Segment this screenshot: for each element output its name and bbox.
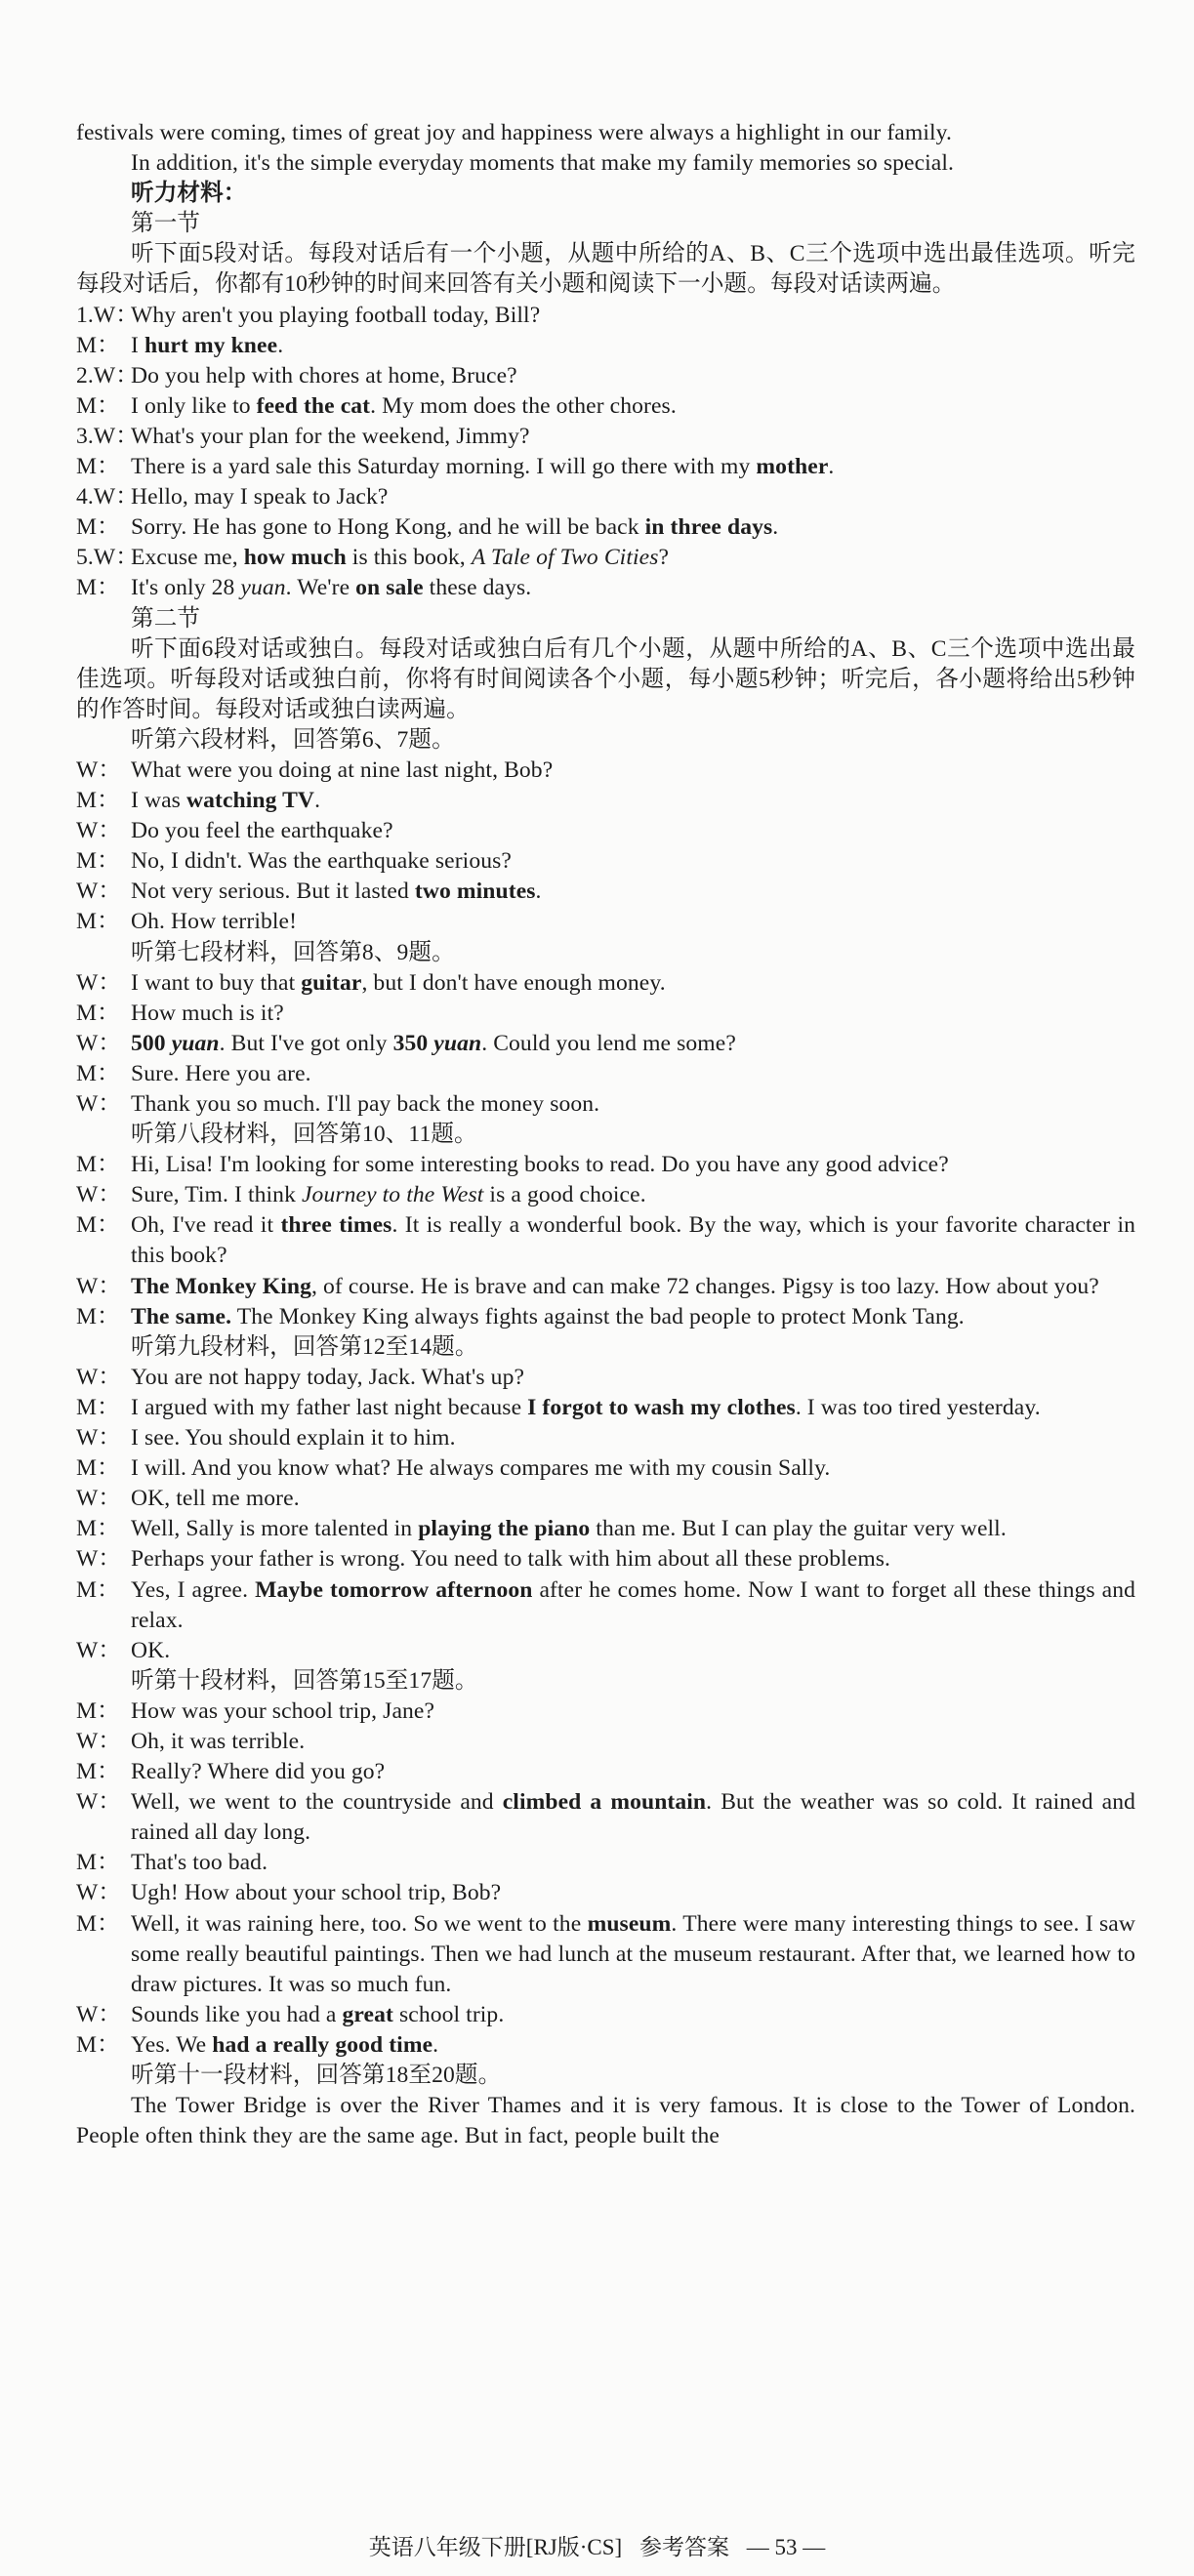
- dialogue-line: [76, 1787, 1135, 1848]
- line-text: Well, it was raining here, too. So we went to the: [131, 1910, 588, 1937]
- line-text: Well, Sally is more talented in: [131, 1516, 419, 1542]
- speaker-m: M：: [76, 1000, 120, 1026]
- dialogue-line: [76, 2030, 1135, 2061]
- dialogue-line: [76, 1697, 1135, 1727]
- line-text: Do you feel the earthquake?: [131, 818, 393, 844]
- speaker-w: W：: [76, 1091, 122, 1117]
- line-text: Do you help with chores at home, Bruce?: [131, 362, 517, 388]
- dialogue-line: [76, 1029, 1135, 1059]
- line-text: Yes, I agree.: [131, 1576, 256, 1603]
- currency-yuan-text: yuan: [433, 1030, 482, 1056]
- book-title: A Tale of Two Cities: [471, 545, 659, 571]
- dialogue-7-title: 听第七段材料，回答第8、9题。: [131, 939, 455, 965]
- line-text: Yes. We: [131, 2031, 213, 2058]
- line-text: Oh, it was terrible.: [131, 1728, 306, 1754]
- line-text: It's only 28: [131, 575, 241, 601]
- line-text: What were you doing at nine last night, Bob?: [131, 756, 554, 783]
- line-text: Hi, Lisa! I'm looking for some interesting books to read. Do you have any good advice?: [131, 1152, 949, 1178]
- line-text: Thank you so much. I'll pay back the money soon.: [131, 1091, 600, 1117]
- line-text: , but I don't have enough money.: [361, 969, 666, 996]
- dialogue-1-w: [76, 301, 1135, 331]
- line-text: .: [828, 454, 835, 480]
- dialogue-line: [76, 1544, 1135, 1574]
- speaker-m: M：: [76, 909, 120, 935]
- item-number: [76, 482, 139, 512]
- item-number-value: 2.: [76, 362, 94, 388]
- line-text: OK, tell me more.: [131, 1486, 300, 1512]
- line-text: I argued with my father last night because: [131, 1394, 528, 1420]
- line-text: I: [131, 332, 144, 358]
- line-text: is this book,: [346, 545, 472, 571]
- line-text: is a good choice.: [483, 1182, 646, 1208]
- line-text: these days.: [423, 575, 532, 601]
- line-text: Oh, I've read it: [131, 1212, 281, 1239]
- line-text: OK.: [131, 1637, 171, 1663]
- dialogue-line: [76, 816, 1135, 846]
- line-text: You are not happy today, Jack. What's up?: [131, 1364, 525, 1390]
- answer-key-bold: in three days: [644, 514, 773, 541]
- dialogue-line: [76, 1302, 1135, 1332]
- speaker-w: W：: [76, 1728, 122, 1754]
- speaker-m: M：: [76, 1697, 120, 1724]
- section-2-title: 第二节: [131, 605, 201, 632]
- dialogue-line: [76, 1363, 1135, 1393]
- line-text: Why aren't you playing football today, Bill?: [131, 302, 541, 328]
- speaker-m: M：: [76, 788, 120, 814]
- answer-key-bold: guitar: [301, 969, 362, 996]
- dialogue-11-title: 听第十一段材料，回答第18至20题。: [131, 2063, 502, 2088]
- item-number-value: 4.: [76, 484, 94, 511]
- item-number: [76, 422, 139, 452]
- footer-page-number: — 53 —: [746, 2535, 826, 2559]
- footer-book-title: 英语八年级下册[RJ版·CS]: [368, 2535, 623, 2559]
- currency-yuan-text: yuan: [171, 1030, 220, 1056]
- line-text: There is a yard sale this Saturday morning. I will go there with my: [131, 454, 757, 480]
- line-text: school trip.: [392, 2001, 505, 2027]
- dialogue-2: [76, 361, 1135, 422]
- line-text: . There were many interesting things to see. I saw some really beautiful paintings. Then we had lunch at the museum restaurant. After that, we learned how to draw pictures. It was so much fun.: [131, 1910, 1135, 1997]
- item-number: [76, 361, 139, 391]
- dialogue-line: [76, 877, 1135, 907]
- monologue-11-paragraph: The Tower Bridge is over the River Thames and it is very famous. It is close to the Tower of London. People often think they are the same age. But in fact, people built the: [76, 2093, 1135, 2149]
- listening-material-title-text: 听力材料：: [131, 181, 247, 207]
- speaker-w: W：: [76, 1637, 122, 1663]
- dialogue-line: [76, 1150, 1135, 1180]
- speaker-w: W：: [76, 1364, 122, 1390]
- item-number-value: 1.: [76, 302, 94, 328]
- dialogue-line: [76, 1210, 1135, 1271]
- book-title: Journey to the West: [301, 1182, 484, 1208]
- speaker-m: M：: [76, 1060, 120, 1086]
- line-text: Sure. Here you are.: [131, 1060, 311, 1086]
- line-text: .: [535, 879, 542, 905]
- dialogue-4-m: [76, 512, 1135, 543]
- footer-label: 参考答案: [638, 2535, 729, 2559]
- line-text: Not very serious. But it lasted: [131, 879, 415, 905]
- line-text: The Monkey King always fights against the bad people to protect Monk Tang.: [231, 1303, 965, 1329]
- answer-key-bold: mother: [756, 454, 829, 480]
- dialogue-1-m: [76, 331, 1135, 361]
- line-text: How much is it?: [131, 1000, 284, 1026]
- page-content: [76, 118, 1135, 2151]
- line-text: That's too bad.: [131, 1850, 268, 1876]
- answer-key-bold: Maybe tomorrow afternoon: [255, 1576, 533, 1603]
- answer-key-bold: feed the cat: [256, 392, 371, 419]
- answer-key-bold: playing the piano: [418, 1516, 591, 1542]
- speaker-w: W：: [76, 818, 122, 844]
- line-text: Perhaps your father is wrong. You need to talk with him about all these problems.: [131, 1546, 891, 1573]
- line-text: . But the weather was so cold. It rained and rained all day long.: [131, 1789, 1135, 1846]
- dialogue-3: [76, 422, 1135, 482]
- line-text: Sorry. He has gone to Hong Kong, and he will be back: [131, 514, 645, 541]
- dialogue-3-w: [76, 422, 1135, 452]
- dialogue-line: [76, 2000, 1135, 2030]
- dialogue-8-title: 听第八段材料，回答第10、11题。: [131, 1122, 477, 1148]
- dialogue-line: [76, 1757, 1135, 1787]
- dialogue-5-w: [76, 543, 1135, 573]
- line-text: . But I've got only: [219, 1030, 393, 1056]
- item-number: [76, 543, 139, 573]
- line-text: Sure, Tim. I think: [131, 1182, 302, 1208]
- speaker-m: M：: [76, 1850, 120, 1876]
- currency-yuan: [172, 1031, 220, 1056]
- line-text: Really? Where did you go?: [131, 1759, 386, 1785]
- line-text: I see. You should explain it to him.: [131, 1425, 456, 1452]
- dialogue-4: [76, 482, 1135, 543]
- line-text: I was: [131, 788, 186, 814]
- dialogue-line: [76, 1727, 1135, 1757]
- speaker-w: W：: [76, 969, 122, 996]
- dialogue-line: [76, 1423, 1135, 1453]
- speaker-w: W：: [76, 1880, 122, 1906]
- line-text: after he comes home. Now I want to forget all these things and relax.: [131, 1576, 1135, 1633]
- speaker-w: W：: [76, 1273, 122, 1299]
- dialogue-2-m: [76, 391, 1135, 422]
- dialogue-line: [76, 1848, 1135, 1878]
- dialogue-9-title: 听第九段材料，回答第12至14题。: [131, 1333, 478, 1360]
- speaker-m: M：: [76, 454, 120, 480]
- answer-key-bold: three times: [280, 1212, 392, 1239]
- dialogue-3-m: [76, 452, 1135, 482]
- speaker-w: W：: [93, 302, 139, 328]
- section-2-instruction: 听下面6段对话或独白。每段对话或独白后有几个小题，从题中所给的A、B、C三个选项中选出最佳选项。听每段对话或独白前，你将有时间阅读各个小题，每小题5秒钟；听完后，各小题将给出5秒钟的作答时间。每段对话或独白读两遍。: [76, 635, 1135, 722]
- speaker-w: W：: [76, 1789, 122, 1816]
- dialogue-line: [76, 1484, 1135, 1514]
- line-text: .: [277, 332, 284, 358]
- line-text: ?: [658, 545, 670, 571]
- speaker-w: W：: [93, 362, 139, 388]
- speaker-w: W：: [76, 1425, 122, 1452]
- line-text: , of course. He is brave and can make 72 changes. Pigsy is too lazy. How about you?: [311, 1273, 1099, 1299]
- speaker-w: W：: [76, 1546, 122, 1573]
- speaker-m: M：: [76, 2031, 120, 2058]
- line-text: .: [314, 788, 321, 814]
- dialogue-line: [76, 1909, 1135, 2000]
- speaker-m: M：: [76, 1455, 120, 1482]
- speaker-w: W：: [76, 2001, 122, 2027]
- dialogue-2-w: [76, 361, 1135, 391]
- speaker-m: M：: [76, 1152, 120, 1178]
- line-text: Well, we went to the countryside and: [131, 1789, 503, 1816]
- dialogue-line: [76, 786, 1135, 816]
- speaker-w: W：: [93, 484, 139, 511]
- line-text: What's your plan for the weekend, Jimmy?: [131, 423, 530, 449]
- speaker-m: M：: [76, 1576, 120, 1603]
- line-text: than me. But I can play the guitar very well.: [590, 1516, 1007, 1542]
- section-1-instruction: 听下面5段对话。每段对话后有一个小题，从题中所给的A、B、C三个选项中选出最佳选项。听完每段对话后，你都有10秒钟的时间来回答有关小题和阅读下一小题。每段对话读两遍。: [76, 241, 1135, 298]
- line-text: Hello, may I speak to Jack?: [131, 484, 389, 511]
- intro-paragraph-1: festivals were coming, times of great joy and happiness were always a highlight in our family.: [76, 120, 952, 145]
- dialogue-line: [76, 1272, 1135, 1302]
- answer-key-bold: on sale: [355, 575, 424, 601]
- answer-key-bold: I forgot to wash my clothes: [527, 1394, 796, 1420]
- speaker-w: W：: [76, 1486, 122, 1512]
- dialogue-10-title: 听第十段材料，回答第15至17题。: [131, 1667, 478, 1694]
- dialogue-line: [76, 1575, 1135, 1636]
- line-text: . We're: [285, 575, 356, 601]
- page-footer: [0, 2533, 1194, 2562]
- answer-key-bold: The same.: [131, 1303, 232, 1329]
- speaker-m: M：: [76, 1910, 120, 1937]
- dialogue-line: [76, 1514, 1135, 1544]
- answer-key-bold: how much: [243, 545, 347, 571]
- answer-key-bold: museum: [587, 1910, 672, 1937]
- line-text: Excuse me,: [131, 545, 244, 571]
- line-text: .: [432, 2031, 439, 2058]
- speaker-w: W：: [93, 545, 139, 571]
- dialogue-line: [76, 1393, 1135, 1423]
- currency-yuan: yuan: [240, 575, 286, 601]
- dialogue-line: [76, 1453, 1135, 1484]
- answer-key-bold: 350: [392, 1030, 434, 1056]
- line-text: No, I didn't. Was the earthquake serious?: [131, 848, 512, 875]
- line-text: . It is really a wonderful book. By the way, which is your favorite character in this book?: [131, 1212, 1135, 1269]
- answer-key-bold: climbed a mountain: [502, 1789, 707, 1816]
- answer-key-bold: 500: [131, 1030, 172, 1056]
- dialogue-line: [76, 1636, 1135, 1666]
- line-text: .: [772, 514, 779, 541]
- item-number-value: 5.: [76, 545, 94, 571]
- dialogue-line: [76, 1180, 1135, 1210]
- section-1-title: 第一节: [131, 211, 201, 237]
- answer-key-bold: great: [342, 2001, 393, 2027]
- speaker-m: M：: [76, 1516, 120, 1542]
- speaker-m: M：: [76, 1394, 120, 1420]
- dialogue-line: [76, 907, 1135, 937]
- item-number-value: 3.: [76, 423, 94, 449]
- dialogue-line: [76, 846, 1135, 877]
- line-text: . I was too tired yesterday.: [795, 1394, 1041, 1420]
- dialogue-line: [76, 756, 1135, 786]
- answer-key-bold: two minutes: [414, 879, 536, 905]
- line-text: I will. And you know what? He always compares me with my cousin Sally.: [131, 1455, 831, 1482]
- speaker-m: M：: [76, 392, 120, 419]
- answer-key-bold: The Monkey King: [131, 1273, 312, 1299]
- item-number: [76, 301, 139, 331]
- dialogue-line: [76, 1089, 1135, 1120]
- speaker-w: W：: [93, 423, 139, 449]
- dialogue-line: [76, 1059, 1135, 1089]
- dialogue-1: [76, 301, 1135, 361]
- speaker-w: W：: [76, 879, 122, 905]
- answer-key-bold: had a really good time: [212, 2031, 433, 2058]
- dialogue-4-w: [76, 482, 1135, 512]
- dialogue-6-title: 听第六段材料，回答第6、7题。: [131, 726, 455, 753]
- dialogue-line: [76, 968, 1135, 999]
- listening-material-title: [76, 179, 1135, 209]
- dialogue-line: [76, 1878, 1135, 1908]
- line-text: . Could you lend me some?: [481, 1030, 736, 1056]
- line-text: I want to buy that: [131, 969, 302, 996]
- line-text: Sounds like you had a: [131, 2001, 343, 2027]
- line-text: Oh. How terrible!: [131, 909, 298, 935]
- line-text: I only like to: [131, 392, 257, 419]
- line-text: . My mom does the other chores.: [370, 392, 677, 419]
- speaker-m: M：: [76, 332, 120, 358]
- speaker-m: M：: [76, 514, 120, 541]
- dialogue-5: [76, 543, 1135, 603]
- currency-yuan: [433, 1031, 481, 1056]
- speaker-w: W：: [76, 1030, 122, 1056]
- speaker-m: M：: [76, 1303, 120, 1329]
- speaker-m: M：: [76, 575, 120, 601]
- speaker-w: W：: [76, 1182, 122, 1208]
- answer-key-bold: hurt my knee: [144, 332, 278, 358]
- dialogue-line: [76, 999, 1135, 1029]
- dialogue-5-m: [76, 573, 1135, 603]
- intro-paragraph-2: In addition, it's the simple everyday moments that make my family memories so special.: [131, 150, 955, 177]
- speaker-m: M：: [76, 848, 120, 875]
- speaker-m: M：: [76, 1212, 120, 1239]
- answer-key-bold: watching TV: [185, 788, 315, 814]
- speaker-m: M：: [76, 1759, 120, 1785]
- line-text: How was your school trip, Jane?: [131, 1697, 435, 1724]
- line-text: Ugh! How about your school trip, Bob?: [131, 1880, 502, 1906]
- speaker-w: W：: [76, 756, 122, 783]
